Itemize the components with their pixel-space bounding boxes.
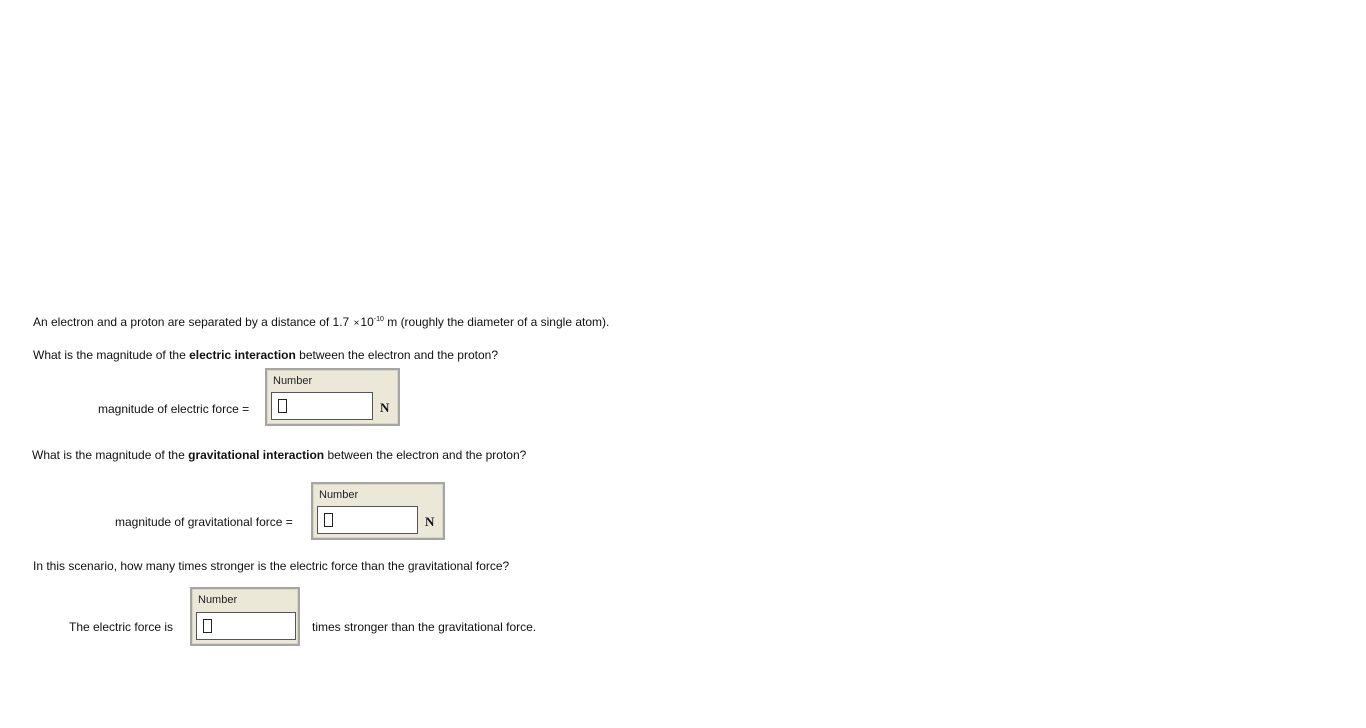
electric-force-label: magnitude of electric force =	[98, 402, 250, 416]
question-electric	[33, 348, 498, 362]
question-gravitational	[32, 448, 526, 462]
electric-force-input[interactable]	[271, 392, 373, 420]
ratio-input[interactable]	[196, 612, 296, 640]
electric-force-box-title: Number	[273, 375, 313, 387]
ratio-after-text: times stronger than the gravitational force.	[312, 620, 537, 634]
problem-statement	[33, 315, 609, 331]
ratio-label: The electric force is	[69, 620, 174, 634]
ratio-box-title: Number	[198, 594, 238, 606]
electric-force-unit: N	[380, 400, 390, 415]
question-ratio: In this scenario, how many times stronger is the electric force than the gravitational force?	[33, 559, 510, 573]
question-gravitational-bold: gravitational interaction	[188, 448, 325, 462]
distance-exponent: -10	[373, 316, 384, 323]
gravitational-force-input[interactable]	[317, 506, 418, 534]
gravitational-force-label: magnitude of gravitational force =	[115, 515, 293, 529]
question-electric-suffix: between the electron and the proton?	[299, 348, 498, 362]
gravitational-force-box-title: Number	[319, 489, 359, 501]
question-electric-bold: electric interaction	[189, 348, 296, 362]
gravitational-force-answer-box	[311, 482, 445, 540]
distance-base: 10	[360, 315, 374, 329]
gravitational-force-unit: N	[425, 514, 435, 529]
intro-prefix: An electron and a proton are separated by a distance of 1.7	[33, 315, 350, 329]
intro-suffix: m (roughly the diameter of a single atom).	[387, 315, 610, 329]
ratio-answer-box	[190, 587, 300, 646]
electric-force-answer-box	[265, 368, 400, 426]
question-electric-prefix: What is the magnitude of the	[33, 348, 186, 362]
question-gravitational-suffix: between the electron and the proton?	[327, 448, 527, 462]
question-gravitational-prefix: What is the magnitude of the	[32, 448, 185, 462]
times-sign: ×	[353, 318, 360, 329]
